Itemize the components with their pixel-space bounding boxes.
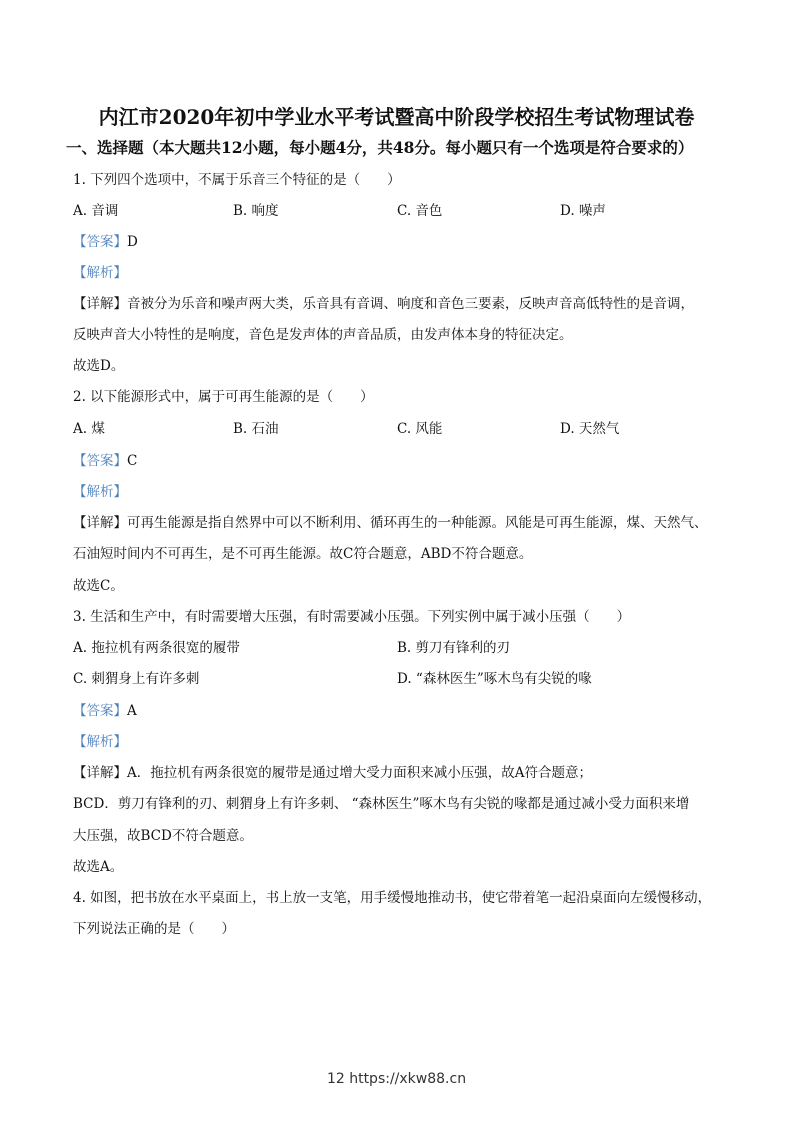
answer-value: A	[127, 703, 137, 719]
q3-option-a: A. 拖拉机有两条很宽的履带	[73, 640, 240, 656]
q2-detail-line: 石油短时间内不可再生，是不可再生能源。故C符合题意，ABD不符合题意。	[73, 546, 533, 562]
q2-choose: 故选C。	[73, 578, 124, 594]
q3-detail-line: 大压强，故BCD不符合题意。	[73, 828, 253, 844]
q2-stem: 2. 以下能源形式中，属于可再生能源的是（ ）	[73, 389, 374, 405]
q1-choose: 故选D。	[73, 358, 125, 374]
answer-value: C	[127, 453, 138, 469]
analysis-label: 【解析】	[73, 734, 127, 750]
q1-detail-line: 【详解】音被分为乐音和噪声两大类，乐音具有音调、响度和音色三要素，反映声音高低特性的是音调，	[73, 296, 694, 312]
analysis-label: 【解析】	[73, 484, 127, 500]
q1-option-a: A. 音调	[73, 203, 119, 219]
q3-option-c: C. 刺猬身上有许多刺	[73, 671, 200, 687]
answer-label: 【答案】	[73, 453, 127, 469]
q2-option-a: A. 煤	[73, 421, 105, 437]
q4-stem-line: 4. 如图，把书放在水平桌面上，书上放一支笔，用手缓慢地推动书，使它带着笔一起沿桌面向左缓慢移动，	[73, 890, 712, 906]
q3-detail-line: BCD．剪刀有锋利的刃、刺猬身上有许多刺、 “森林医生”啄木鸟有尖锐的喙都是通过减小受力面积来增	[73, 796, 690, 812]
q2-option-b: B. 石油	[233, 421, 279, 437]
q2-option-c: C. 风能	[397, 421, 443, 437]
q3-detail-line: 【详解】A．拖拉机有两条很宽的履带是通过增大受力面积来减小压强，故A符合题意；	[73, 765, 592, 781]
q3-stem: 3. 生活和生产中，有时需要增大压强，有时需要减小压强。下列实例中属于减小压强（ ）	[73, 609, 631, 625]
q1-option-d: D. 噪声	[560, 203, 606, 219]
page-title: 内江市2020年初中学业水平考试暨高中阶段学校招生考试物理试卷	[98, 105, 695, 129]
q4-stem-line: 下列说法正确的是（ ）	[73, 921, 235, 937]
q1-stem: 1. 下列四个选项中，不属于乐音三个特征的是（ ）	[73, 172, 401, 188]
answer-value: D	[127, 234, 138, 250]
q3-option-d: D. “森林医生”啄木鸟有尖锐的喙	[397, 671, 592, 687]
section-heading: 一、选择题（本大题共12小题，每小题4分，共48分。每小题只有一个选项是符合要求的）	[66, 138, 694, 157]
answer-label: 【答案】	[73, 234, 127, 250]
q2-answer	[73, 452, 137, 470]
q1-detail-line: 反映声音大小特性的是响度，音色是发声体的声音品质，由发声体本身的特征决定。	[73, 327, 573, 343]
q2-option-d: D. 天然气	[560, 421, 620, 437]
page-footer: 12 https://xkw88.cn	[326, 1071, 467, 1087]
q1-option-c: C. 音色	[397, 203, 443, 219]
q3-choose: 故选A。	[73, 859, 124, 875]
q3-answer	[73, 702, 137, 720]
q1-answer	[73, 233, 138, 251]
answer-label: 【答案】	[73, 703, 127, 719]
q2-detail-line: 【详解】可再生能源是指自然界中可以不断利用、循环再生的一种能源。风能是可再生能源，煤、天然气、	[73, 515, 708, 531]
q1-option-b: B. 响度	[233, 203, 279, 219]
q3-option-b: B. 剪刀有锋利的刃	[397, 640, 511, 656]
analysis-label: 【解析】	[73, 265, 127, 281]
